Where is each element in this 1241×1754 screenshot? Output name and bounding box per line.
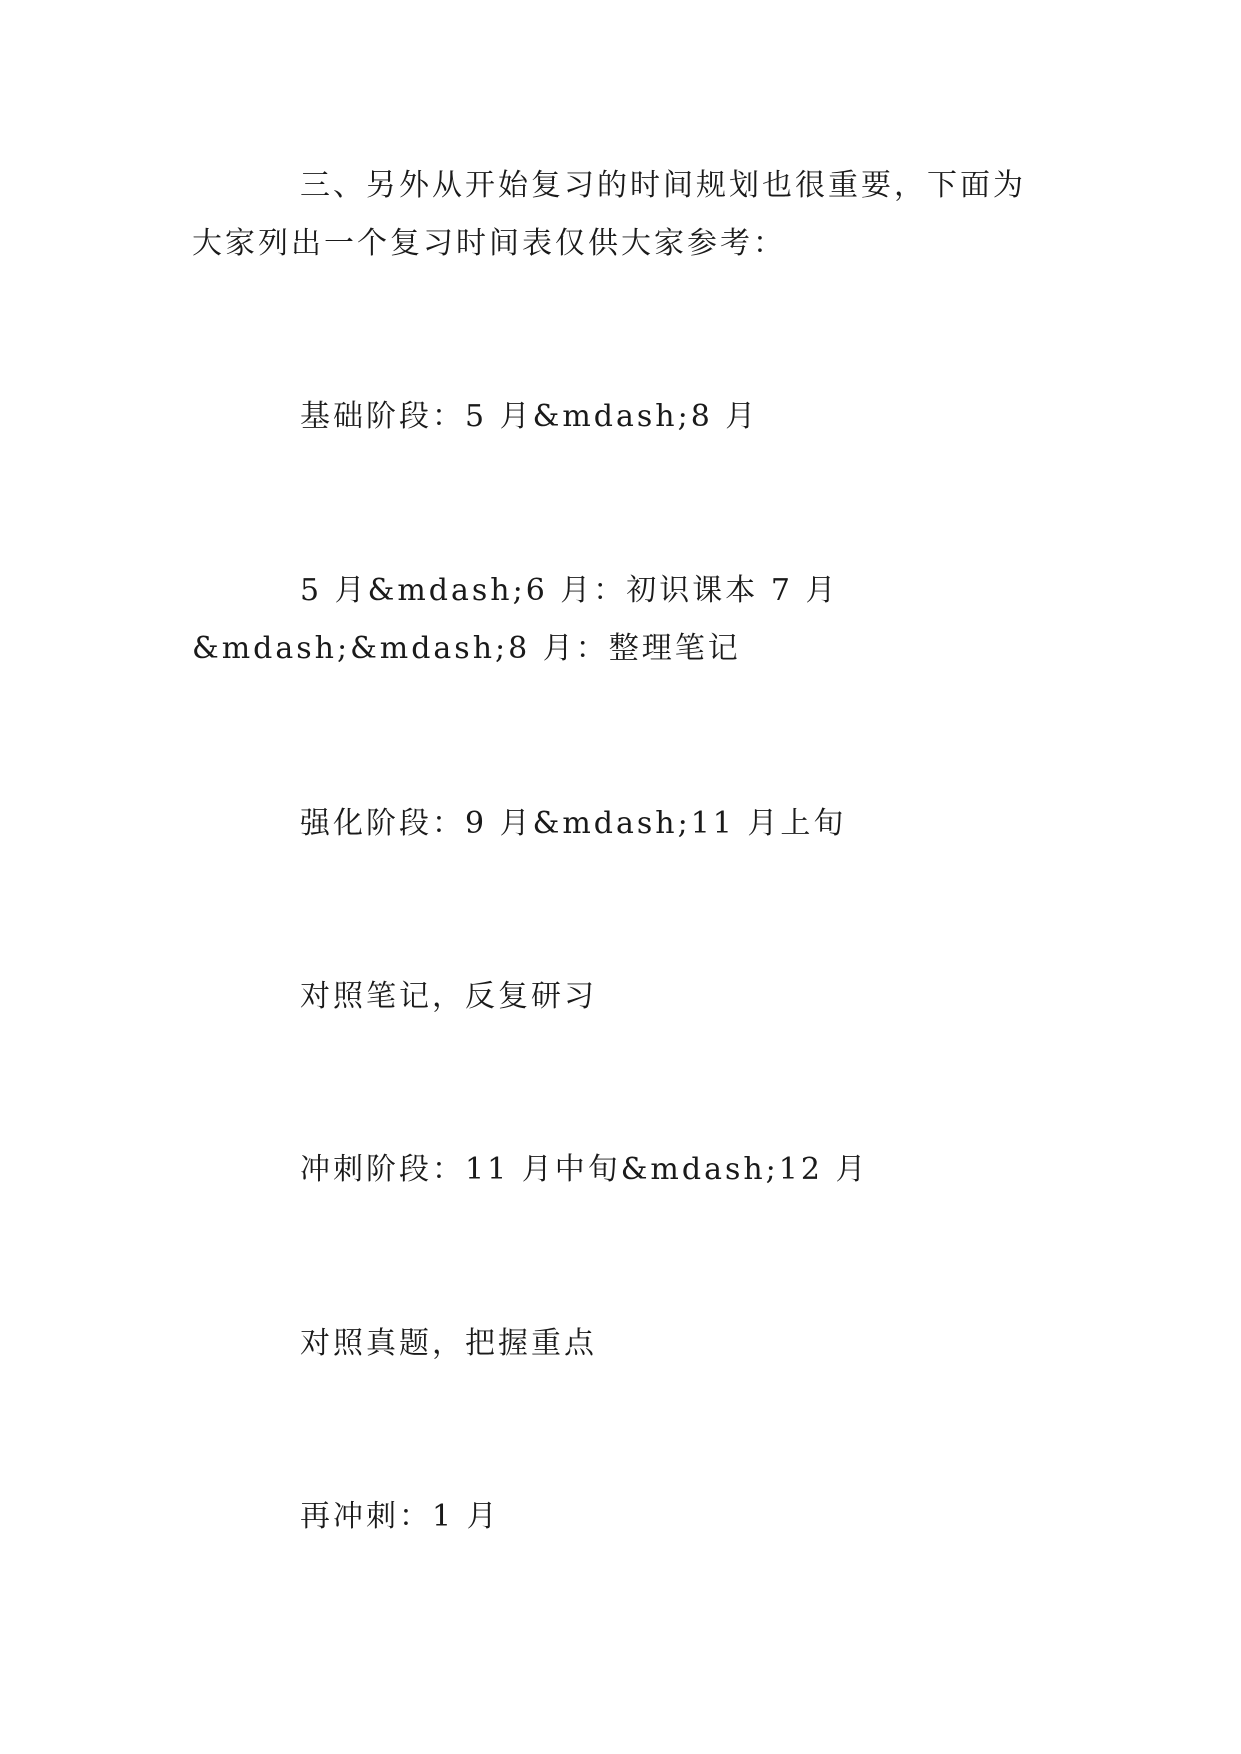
paragraph-sprint-stage: 冲刺阶段：11 月中旬&mdash;12 月 xyxy=(300,1152,869,1187)
paragraph-strengthen-detail: 对照笔记，反复研习 xyxy=(300,979,597,1014)
paragraph-basic-stage: 基础阶段：5 月&mdash;8 月 xyxy=(300,399,759,434)
paragraph-intro: 三、另外从开始复习的时间规划也很重要，下面为大家列出一个复习时间表仅供大家参考： xyxy=(192,168,1026,261)
paragraph-sprint-detail: 对照真题，把握重点 xyxy=(300,1326,597,1361)
paragraph-resprint: 再冲刺：1 月 xyxy=(300,1499,500,1534)
paragraph-basic-detail: 5 月&mdash;6 月：初识课本 7 月&mdash;&mdash;8 月：整理笔记 xyxy=(192,573,839,666)
paragraph-strengthen-stage: 强化阶段：9 月&mdash;11 月上旬 xyxy=(300,806,847,841)
